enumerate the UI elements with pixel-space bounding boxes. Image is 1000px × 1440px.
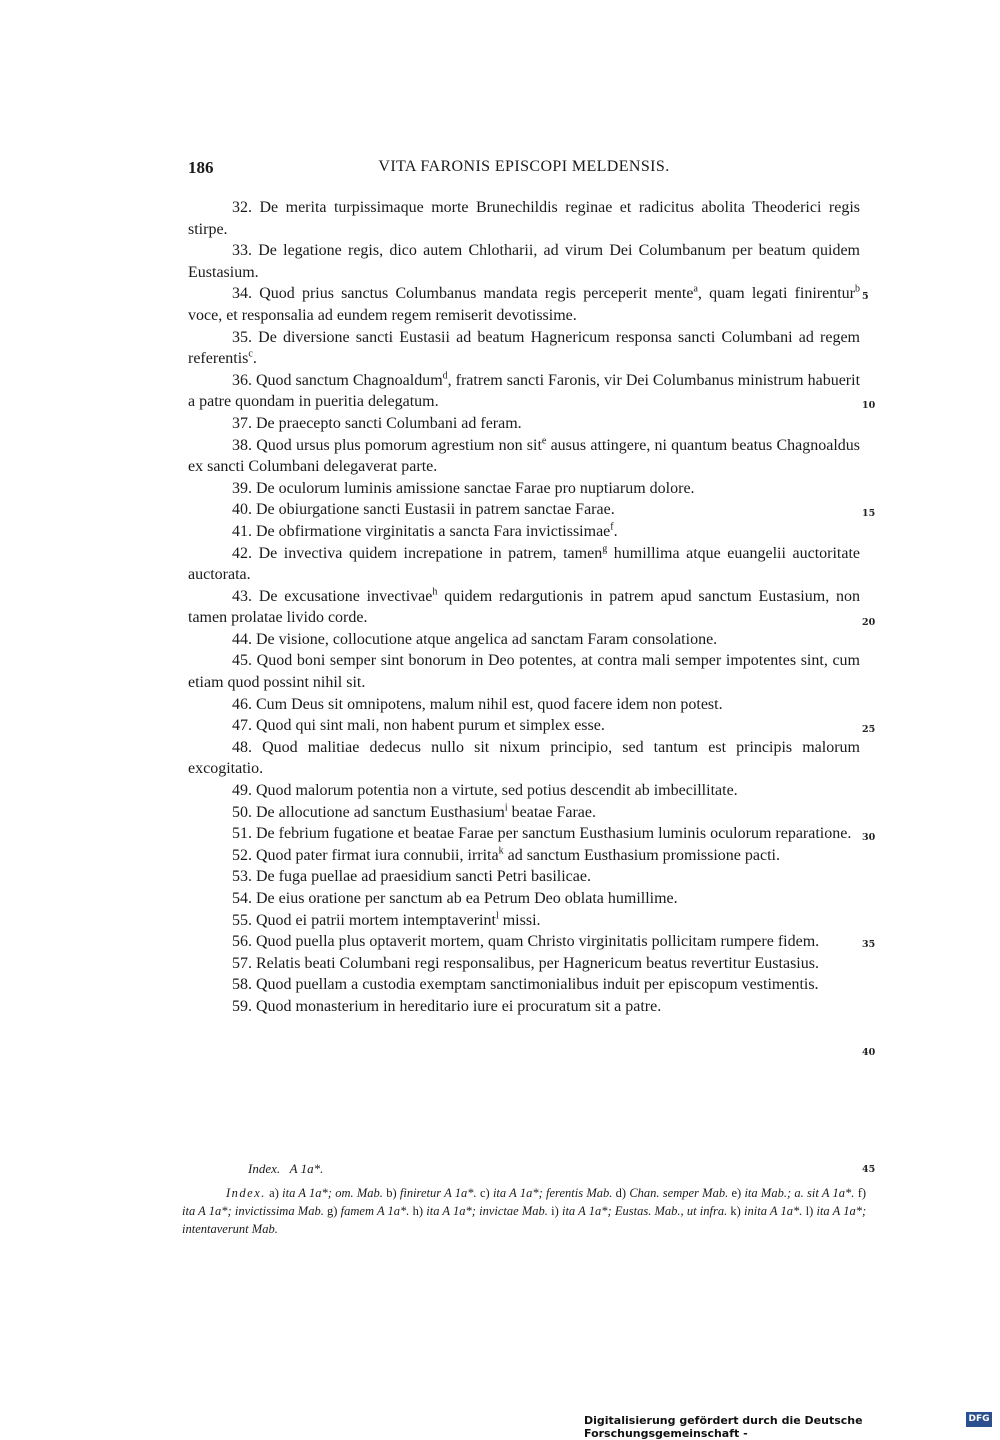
chapter-number: 52. (232, 846, 252, 864)
chapter-number: 48. (232, 738, 252, 756)
footnote-marker: g (602, 543, 608, 555)
chapter-number: 54. (232, 890, 252, 907)
chapter-number: 37. (232, 414, 252, 432)
chapter-number: 47. (232, 717, 252, 735)
chapter-text: voce, et responsalia ad eundem regem remiserit devotissime. (188, 306, 577, 324)
chapter-text: quidem redargutionis in patrem apud sanctum Eustasium, non tamen prolatae livido corde. (188, 587, 861, 627)
chapter-number: 33. (232, 242, 252, 260)
chapter-text: beatae Farae. (507, 803, 596, 821)
chapter-text: Quod ei patrii mortem intemptaverint (256, 911, 496, 929)
line-number: 25 (862, 724, 876, 735)
chapter-entry (188, 240, 860, 283)
chapter-text: Quod malitiae dedecus nullo sit nixum principio, sed tantum est principis malorum excogitatio. (188, 738, 861, 778)
chapter-text: De obfirmatione virginitatis a sancta Fara invictissimae (256, 522, 611, 540)
footnote-siglum: h) (412, 1204, 424, 1218)
line-number: 30 (862, 832, 876, 843)
chapter-text: De excusatione invectivae (258, 587, 433, 605)
footnote-siglum: c) (479, 1186, 490, 1200)
chapter-text: Quod malorum potentia non a virtute, sed potius descendit ab imbecillitate. (256, 782, 738, 800)
chapter-number: 57. (232, 954, 252, 972)
chapter-text: De legatione regis, dico autem Chlotharii, ad virum Dei Columbanum per beatum quidem Eustasium. (188, 242, 861, 281)
chapter-number: 36. (232, 371, 252, 389)
chapter-number: 38. (232, 436, 252, 454)
chapter-text: De obiurgatione sancti Eustasii in patrem sanctae Farae. (256, 501, 615, 519)
critical-apparatus (182, 1184, 866, 1238)
chapter-number: 56. (232, 933, 252, 951)
line-number: 15 (862, 508, 876, 519)
footnote-siglum: k) (730, 1204, 741, 1218)
footnote-text: ita A 1a*; om. Mab. (282, 1186, 383, 1200)
chapter-entry (188, 802, 860, 824)
footnote-text: ita A 1a*; ferentis Mab. (492, 1186, 613, 1200)
chapter-text: . (252, 350, 257, 368)
chapter-number: 44. (232, 630, 252, 648)
footnote-marker: a (693, 284, 698, 296)
footnote-text: inita A 1a*. (744, 1204, 803, 1218)
page-header (188, 158, 860, 182)
footnote-siglum: l) (805, 1204, 814, 1218)
chapter-number: 32. (232, 199, 252, 216)
chapter-number: 55. (232, 911, 252, 929)
running-title: VITA FARONIS EPISCOPI MELDENSIS. (378, 158, 670, 175)
footnote-marker: b (855, 284, 861, 296)
footnote-marker: d (442, 370, 448, 382)
chapter-number: 43. (232, 587, 252, 605)
chapter-number: 51. (232, 825, 252, 843)
chapter-entry (188, 953, 860, 975)
chapter-entry (188, 650, 860, 693)
chapter-entry (188, 780, 860, 802)
footnote-text: ita A 1a*; Eustas. Mab., ut infra. (561, 1204, 728, 1218)
chapter-text: De fuga puellae ad praesidium sancti Petri basilicae. (256, 868, 591, 886)
chapter-text: Quod monasterium in hereditario iure ei procuratum sit a patre. (256, 997, 662, 1015)
chapter-text: Quod boni semper sint bonorum in Deo potentes, at contra mali semper impotentes sint, cum etiam quod possint nihil sit. (188, 652, 861, 692)
footnote-marker: k (498, 845, 504, 857)
chapter-index-list (188, 197, 860, 1018)
chapter-entry (188, 478, 860, 500)
chapter-entry (188, 413, 860, 435)
chapter-entry (188, 586, 860, 629)
footnote-siglum: e) (731, 1186, 742, 1200)
chapter-text: missi. (498, 911, 541, 929)
chapter-text: De eius oratione per sanctum ab ea Petrum Deo oblata humillime. (256, 890, 678, 907)
chapter-text: De allocutione ad sanctum Eusthasium (256, 803, 505, 821)
chapter-text: Quod qui sint mali, non habent purum et simplex esse. (256, 717, 605, 735)
chapter-number: 39. (232, 479, 252, 497)
footnote-marker: e (541, 435, 547, 447)
chapter-entry (188, 543, 860, 586)
footnote-text: ita Mab.; a. sit A 1a*. (744, 1186, 855, 1200)
chapter-number: 41. (232, 522, 252, 540)
footnote-siglum: g) (327, 1204, 338, 1218)
footnote-siglum: i) (551, 1204, 559, 1218)
chapter-number: 50. (232, 803, 252, 821)
chapter-entry (188, 888, 860, 910)
chapter-entry (188, 197, 860, 240)
footnote-marker: c (248, 348, 253, 360)
chapter-text: ad sanctum Eusthasium promissione pacti. (503, 846, 780, 864)
chapter-entry (188, 910, 860, 932)
chapter-text: . (613, 522, 618, 540)
chapter-text: De febrium fugatione et beatae Farae per sanctum Eusthasium luminis oculorum reparatione. (256, 825, 852, 843)
chapter-text: De visione, collocutione atque angelica ad sanctam Faram consolatione. (256, 630, 718, 648)
page-number: 186 (188, 158, 214, 177)
line-number: 45 (862, 1164, 876, 1175)
chapter-text: humillima atque euangelii auctoritate auctorata. (188, 544, 861, 584)
footnote-marker: f (610, 521, 614, 533)
footnote-text: famem A 1a*. (340, 1204, 410, 1218)
chapter-entry (188, 823, 860, 845)
chapter-entry (188, 996, 860, 1018)
chapter-number: 53. (232, 868, 252, 886)
chapter-text: Quod pater firmat iura connubii, irrita (256, 846, 499, 864)
chapter-number: 49. (232, 782, 252, 800)
chapter-text: Cum Deus sit omnipotens, malum nihil est, quod facere idem non potest. (256, 695, 723, 713)
digitization-credit: Digitalisierung gefördert durch die Deutsche Forschungsgemeinschaft - (584, 1414, 863, 1440)
chapter-text: , fratrem sancti Faronis, vir Dei Columbanus ministrum habuerit a patre quondam in pueritia delegatum. (188, 371, 861, 411)
footnote-text: ita A 1a*; invictae Mab. (426, 1204, 548, 1218)
footnote-siglum: a) (269, 1186, 279, 1200)
index-source-label (248, 1161, 323, 1177)
footnote-text: ita A 1a*; invictissima Mab. (182, 1204, 324, 1218)
index-label: Index. (248, 1161, 281, 1176)
chapter-text: Relatis beati Columbani regi responsalibus, per Hagnericum beatus revertitur Eustasius. (256, 954, 819, 972)
chapter-entry (188, 931, 860, 953)
chapter-text: , quam legati finirentur (697, 285, 856, 303)
footnote-text: Chan. semper Mab. (629, 1186, 729, 1200)
chapter-entry (188, 521, 860, 543)
chapter-text: Quod puella plus optaverit mortem, quam Christo virginitatis pollicitam rumpere fidem. (256, 933, 820, 951)
chapter-number: 42. (232, 544, 252, 562)
chapter-entry (188, 866, 860, 888)
index-source: A 1a*. (289, 1161, 324, 1176)
line-number: 5 (862, 291, 869, 302)
chapter-number: 58. (232, 976, 252, 994)
chapter-entry (188, 694, 860, 716)
chapter-text: Quod prius sanctus Columbanus mandata regis perceperit mente (259, 285, 694, 303)
chapter-entry (188, 715, 860, 737)
chapter-entry (188, 283, 860, 326)
chapter-text: De oculorum luminis amissione sanctae Farae pro nuptiarum dolore. (256, 479, 695, 497)
apparatus-index-label: Index. (226, 1186, 266, 1200)
chapter-number: 40. (232, 501, 252, 519)
footnote-text: ita A 1a*; intentaverunt Mab. (182, 1204, 867, 1236)
line-number: 35 (862, 939, 876, 950)
chapter-text: De invectiva quidem increpatione in patrem, tamen (258, 544, 603, 562)
footnote-text: finiretur A 1a*. (399, 1186, 477, 1200)
chapter-entry (188, 327, 860, 370)
footnote-marker: l (495, 910, 499, 922)
chapter-text: De praecepto sancti Columbani ad feram. (256, 414, 522, 432)
footnote-siglum: d) (615, 1186, 627, 1200)
chapter-text: ausus attingere, ni quantum beatus Chagnoaldus ex sancti Columbani delegaverat parte. (188, 436, 861, 476)
chapter-entry (188, 629, 860, 651)
chapter-number: 46. (232, 695, 252, 713)
chapter-entry (188, 974, 860, 996)
chapter-number: 45. (232, 652, 252, 670)
chapter-text: Quod sanctum Chagnoaldum (256, 371, 443, 389)
footnote-marker: i (504, 802, 508, 814)
chapter-text: De merita turpissimaque morte Brunechildis reginae et radicitus abolita Theoderici regis stirpe. (188, 199, 860, 238)
footnote-siglum: b) (386, 1186, 397, 1200)
chapter-text: Quod ursus plus pomorum agrestium non sit (256, 436, 542, 454)
chapter-entry (188, 845, 860, 867)
chapter-number: 34. (232, 285, 252, 303)
line-number: 20 (862, 617, 876, 628)
chapter-text: De diversione sancti Eustasii ad beatum Hagnericum responsa sancti Columbani ad regem referentis (188, 328, 861, 368)
chapter-text: Quod puellam a custodia exemptam sanctimonialibus induit per episcopum vestimentis. (256, 976, 819, 994)
dfg-logo: DFG (966, 1412, 992, 1427)
chapter-number: 59. (232, 997, 252, 1015)
footnote-siglum: f) (857, 1186, 867, 1200)
line-number: 40 (862, 1047, 876, 1058)
chapter-number: 35. (232, 328, 252, 346)
footnote-marker: h (432, 586, 438, 598)
chapter-entry (188, 737, 860, 780)
line-number: 10 (862, 400, 876, 411)
chapter-entry (188, 499, 860, 521)
chapter-entry (188, 435, 860, 478)
chapter-entry (188, 370, 860, 413)
